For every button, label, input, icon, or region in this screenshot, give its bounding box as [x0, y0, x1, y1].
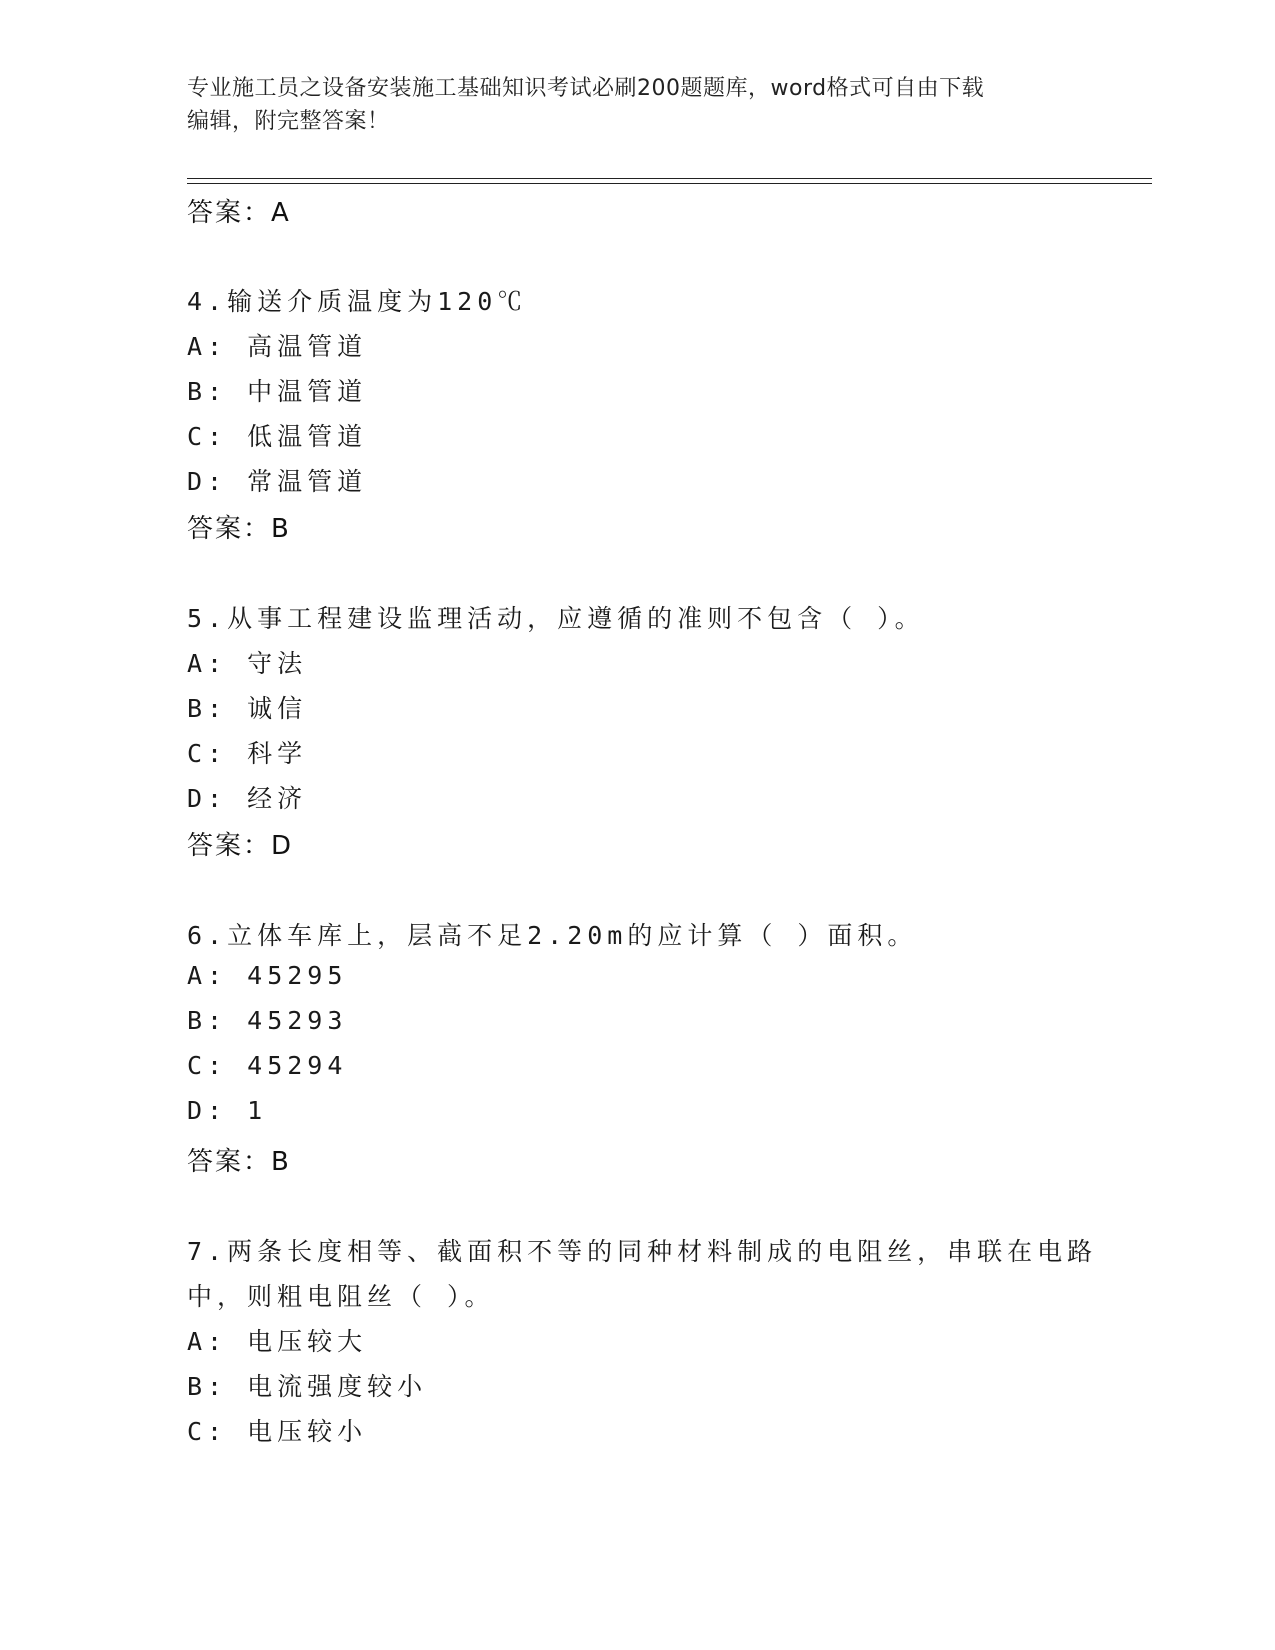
question-5-option-a: A: 守法: [187, 649, 308, 678]
question-7-stem-line2: 中，则粗电阻丝（ ）。: [187, 1282, 495, 1311]
document-header: [187, 72, 1067, 138]
question-4-option-a: A: 高温管道: [187, 332, 368, 361]
answer-q3: 答案：A: [187, 198, 291, 228]
question-5-option-c: C: 科学: [187, 739, 308, 768]
question-6-option-d: D: 1: [187, 1096, 268, 1125]
answer-q6: 答案：B: [187, 1147, 291, 1177]
header-divider-top: [187, 178, 1152, 179]
question-6-stem: 6.立体车库上，层高不足2.20m的应计算（ ）面积。: [187, 921, 918, 950]
header-divider-bottom: [187, 183, 1152, 184]
answer-q5: 答案：D: [187, 831, 294, 861]
header-title-line1: 专业施工员之设备安装施工基础知识考试必刷200题题库，word格式可自由下载: [187, 76, 985, 101]
answer-q4: 答案：B: [187, 514, 291, 544]
question-7-stem-line1: 7.两条长度相等、截面积不等的同种材料制成的电阻丝，串联在电路: [187, 1237, 1098, 1266]
question-7-option-c: C: 电压较小: [187, 1417, 368, 1446]
question-4-option-d: D: 常温管道: [187, 467, 368, 496]
question-4-option-b: B: 中温管道: [187, 377, 368, 406]
question-4-stem: 4.输送介质温度为120℃: [187, 287, 528, 316]
question-5-option-d: D: 经济: [187, 784, 308, 813]
question-6-option-c: C: 45294: [187, 1051, 348, 1080]
question-6-option-a: A: 45295: [187, 961, 348, 990]
question-6-option-b: B: 45293: [187, 1006, 348, 1035]
question-5-stem: 5.从事工程建设监理活动，应遵循的准则不包含（ ）。: [187, 604, 925, 633]
header-title-line2: 编辑，附完整答案！: [187, 109, 390, 134]
question-5-option-b: B: 诚信: [187, 694, 308, 723]
question-4-option-c: C: 低温管道: [187, 422, 368, 451]
question-7-option-b: B: 电流强度较小: [187, 1372, 428, 1401]
question-7-option-a: A: 电压较大: [187, 1327, 368, 1356]
